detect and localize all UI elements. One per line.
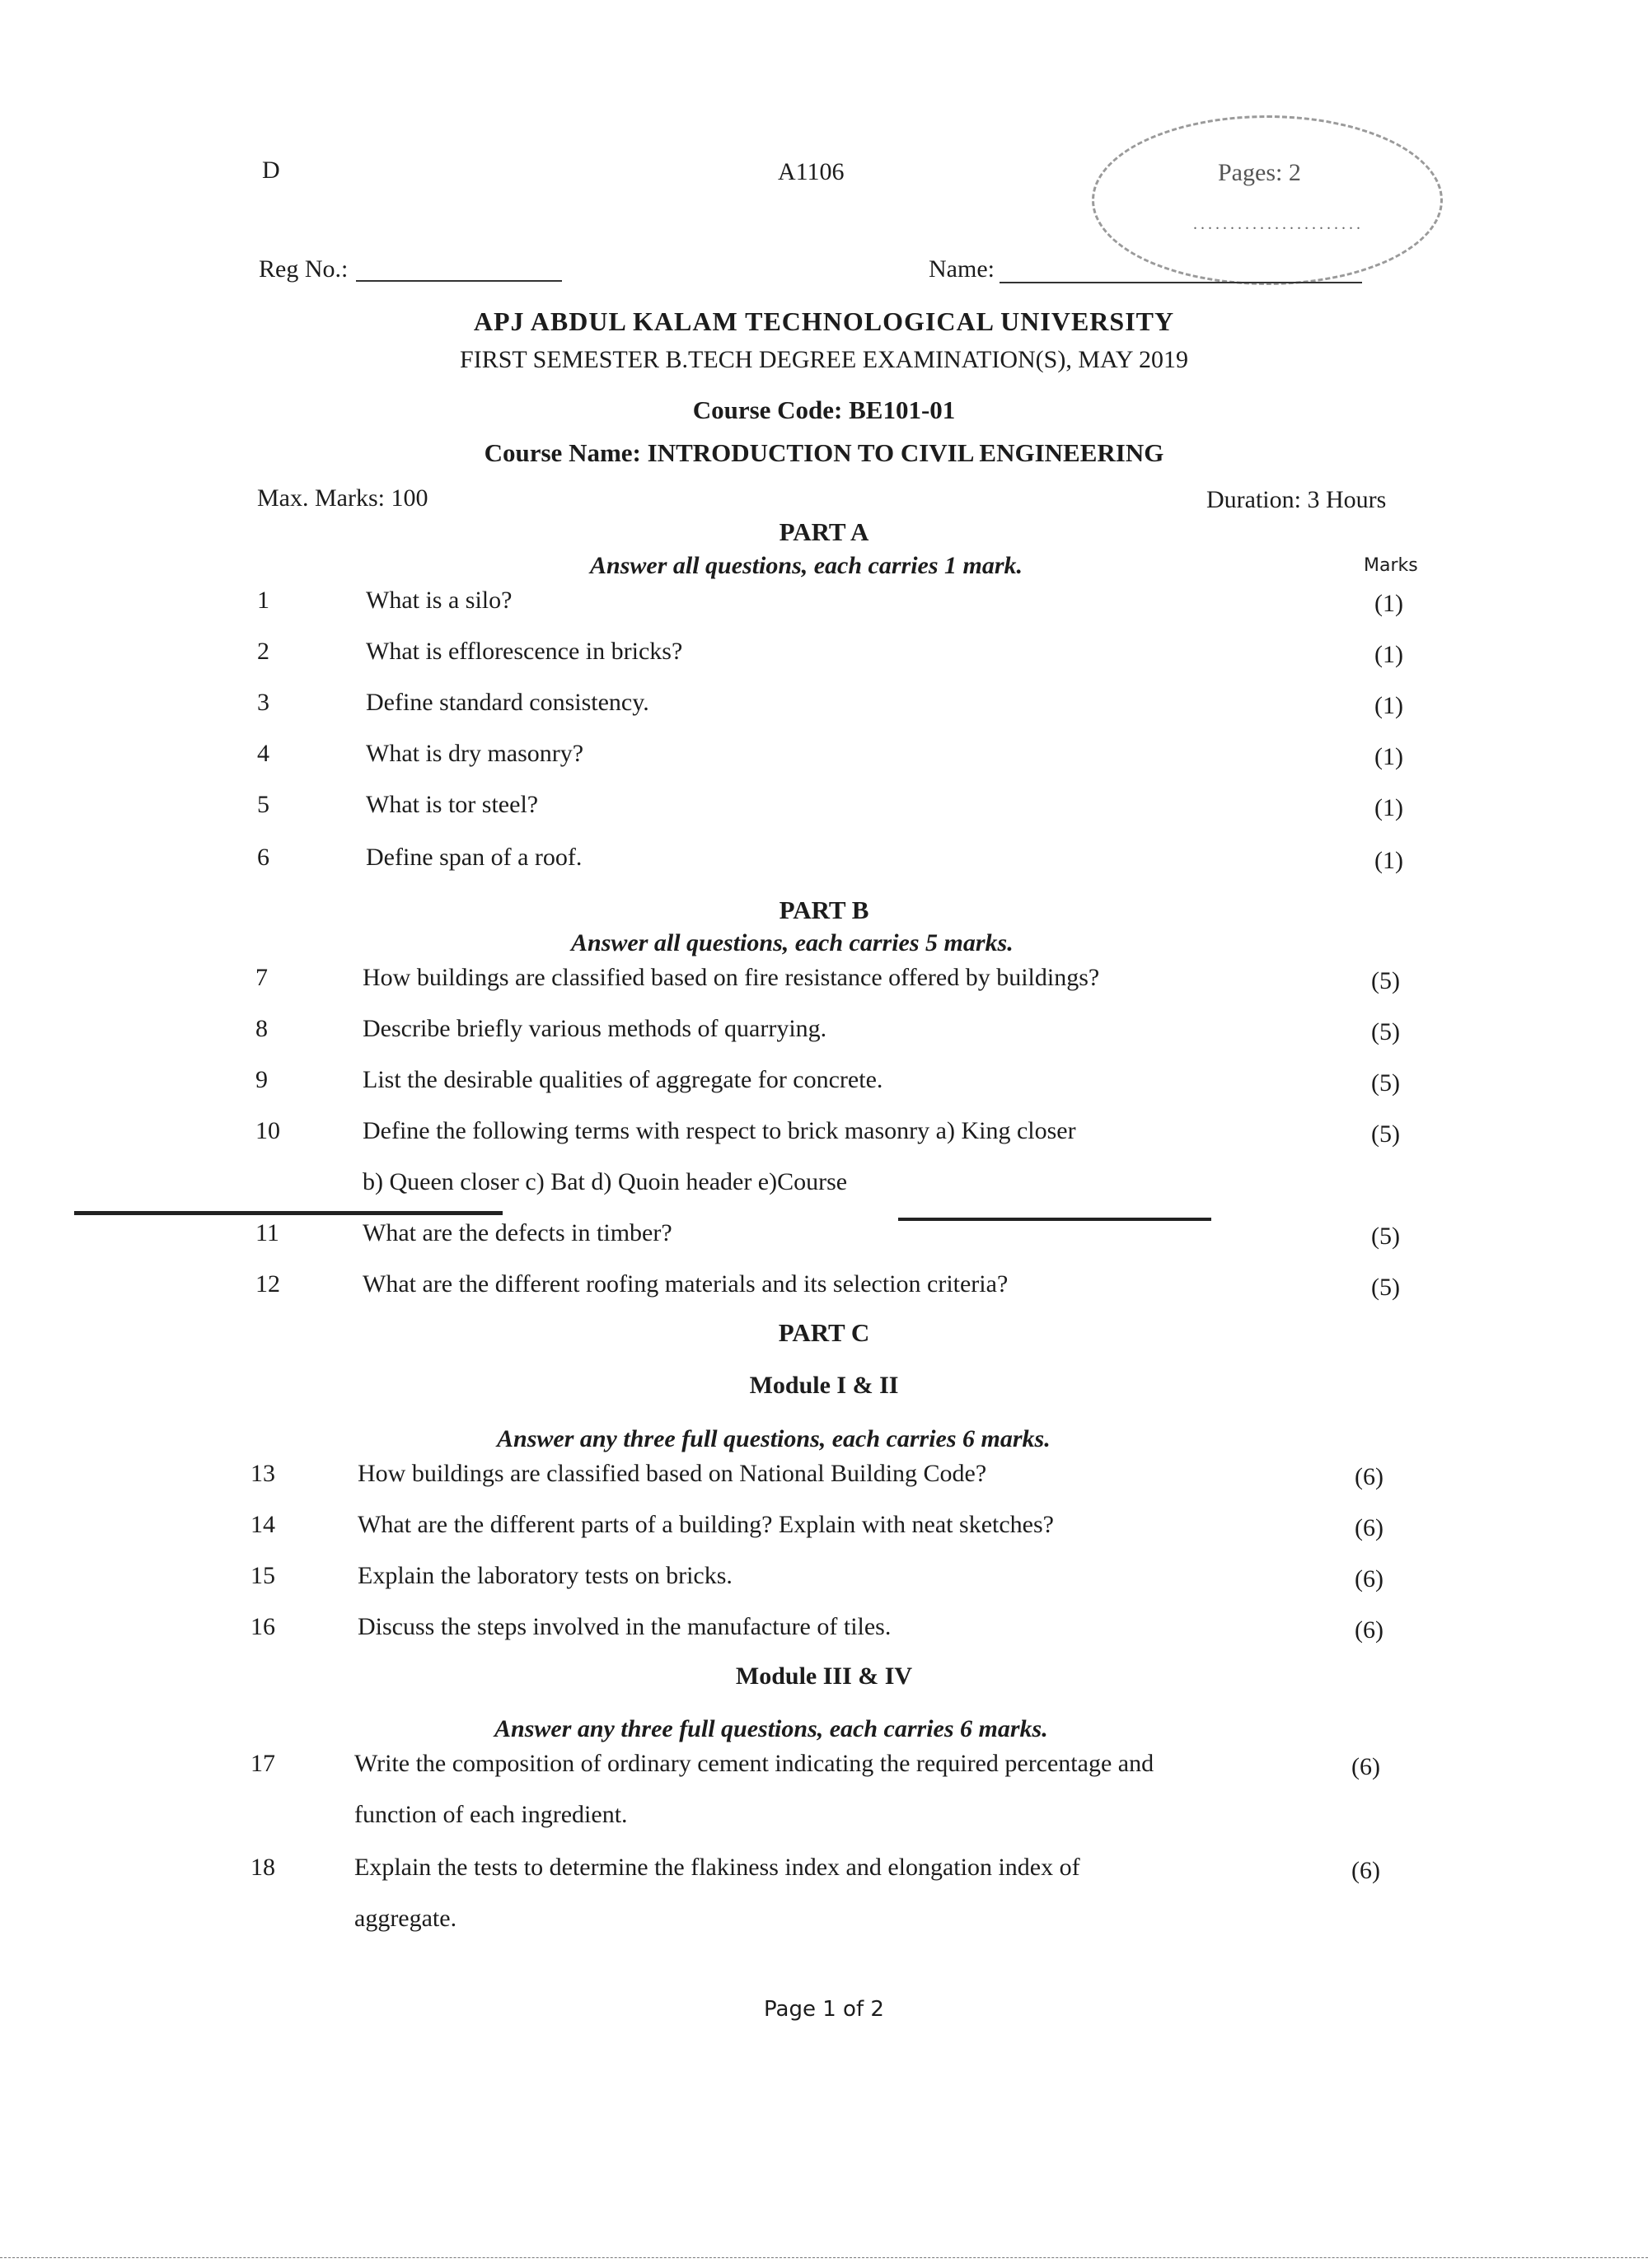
question-number: 6	[257, 844, 269, 871]
question-marks: (1)	[1374, 692, 1403, 719]
max-marks: Max. Marks: 100	[257, 484, 428, 512]
question-marks: (1)	[1374, 590, 1403, 617]
question-text-continued: function of each ingredient.	[354, 1801, 628, 1828]
question-marks: (5)	[1371, 1018, 1400, 1045]
question-marks: (6)	[1351, 1753, 1380, 1780]
question-text: Define span of a roof.	[366, 844, 583, 871]
question-number: 3	[257, 689, 269, 716]
question-marks: (1)	[1374, 641, 1403, 668]
stamp-dots: .......................	[1193, 215, 1364, 233]
pages-count: Pages: 2	[1218, 159, 1301, 186]
question-marks: (5)	[1371, 1120, 1400, 1148]
question-text: Discuss the steps involved in the manufacture of tiles.	[358, 1613, 892, 1640]
course-name: Course Name: INTRODUCTION TO CIVIL ENGINEERING	[484, 438, 1164, 467]
question-marks: (6)	[1355, 1514, 1383, 1541]
set-label: D	[262, 157, 280, 184]
question-number: 13	[250, 1460, 275, 1487]
question-number: 12	[255, 1270, 280, 1298]
question-marks: (1)	[1374, 743, 1403, 770]
question-number: 18	[250, 1854, 275, 1881]
question-marks: (1)	[1374, 794, 1403, 821]
question-text: What are the different parts of a building? Explain with neat sketches?	[358, 1511, 1054, 1538]
page-number: Page 1 of 2	[764, 1997, 884, 2022]
question-number: 11	[255, 1219, 279, 1246]
name-label: Name:	[929, 255, 995, 283]
course-code: Course Code: BE101-01	[692, 395, 956, 424]
question-marks: (5)	[1371, 967, 1400, 994]
paper-code: A1106	[778, 158, 845, 185]
question-marks: (6)	[1355, 1463, 1383, 1490]
question-marks: (5)	[1371, 1274, 1400, 1301]
duration: Duration: 3 Hours	[1206, 486, 1387, 513]
question-text: How buildings are classified based on fire resistance offered by buildings?	[363, 964, 1100, 991]
question-number: 17	[250, 1750, 275, 1777]
question-text: Write the composition of ordinary cement indicating the required percentage and	[354, 1750, 1154, 1777]
question-number: 4	[257, 740, 269, 767]
question-text: Define the following terms with respect to brick masonry a) King closer	[363, 1117, 1076, 1144]
marks-column-header: Marks	[1364, 555, 1418, 576]
module-1-title: Module I & II	[749, 1372, 899, 1399]
bottom-scan-edge	[0, 2257, 1648, 2258]
question-marks: (6)	[1355, 1616, 1383, 1644]
part-b-title: PART B	[779, 896, 869, 924]
question-text: Describe briefly various methods of quarrying.	[363, 1015, 827, 1042]
question-text: What are the different roofing materials and its selection criteria?	[363, 1270, 1009, 1298]
question-number: 10	[255, 1117, 280, 1144]
question-text: Explain the laboratory tests on bricks.	[358, 1562, 733, 1589]
question-number: 9	[255, 1066, 268, 1093]
question-text: What is dry masonry?	[366, 740, 584, 767]
question-number: 1	[257, 587, 269, 614]
question-marks: (5)	[1371, 1069, 1400, 1097]
module-2-instruction: Answer any three full questions, each carries 6 marks.	[494, 1715, 1048, 1742]
university-name: APJ ABDUL KALAM TECHNOLOGICAL UNIVERSITY	[473, 306, 1175, 336]
question-number: 2	[257, 638, 269, 665]
reg-no-label: Reg No.:	[259, 255, 349, 283]
part-c-title: PART C	[778, 1318, 870, 1347]
question-number: 15	[250, 1562, 275, 1589]
part-a-title: PART A	[779, 517, 869, 546]
part-b-instruction: Answer all questions, each carries 5 marks.	[571, 929, 1014, 956]
module-1-instruction: Answer any three full questions, each carries 6 marks.	[497, 1425, 1051, 1452]
question-text: List the desirable qualities of aggregate for concrete.	[363, 1066, 883, 1093]
question-number: 5	[257, 791, 269, 818]
question-text: What are the defects in timber?	[363, 1219, 672, 1246]
question-text: What is efflorescence in bricks?	[366, 638, 683, 665]
question-marks: (5)	[1371, 1223, 1400, 1250]
question-number: 16	[250, 1613, 275, 1640]
question-marks: (6)	[1355, 1565, 1383, 1592]
question-text: How buildings are classified based on National Building Code?	[358, 1460, 987, 1487]
question-text: What is tor steel?	[366, 791, 539, 818]
question-marks: (1)	[1374, 847, 1403, 874]
scan-artifact-bar	[74, 1211, 503, 1215]
question-text-continued: aggregate.	[354, 1905, 457, 1932]
question-number: 8	[255, 1015, 268, 1042]
question-number: 14	[250, 1511, 275, 1538]
question-text: What is a silo?	[366, 587, 513, 614]
question-text-continued: b) Queen closer c) Bat d) Quoin header e)Course	[363, 1168, 848, 1195]
question-text: Define standard consistency.	[366, 689, 649, 716]
question-marks: (6)	[1351, 1857, 1380, 1884]
name-line	[1000, 282, 1362, 283]
part-a-instruction: Answer all questions, each carries 1 mark.	[590, 552, 1023, 579]
module-2-title: Module III & IV	[735, 1662, 913, 1690]
exam-title: FIRST SEMESTER B.TECH DEGREE EXAMINATION(S), MAY 2019	[460, 346, 1188, 373]
reg-no-line	[356, 280, 562, 282]
question-number: 7	[255, 964, 268, 991]
library-stamp	[1092, 115, 1443, 285]
scan-artifact-bar-right	[898, 1218, 1211, 1221]
question-text: Explain the tests to determine the flakiness index and elongation index of	[354, 1854, 1080, 1881]
